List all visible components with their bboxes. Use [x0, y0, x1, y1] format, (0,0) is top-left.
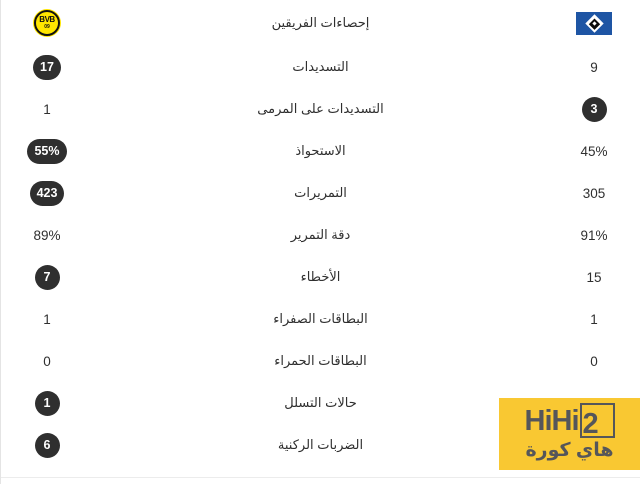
- stat-label: الاستحواذ: [295, 143, 346, 158]
- stat-label: التسديدات على المرمى: [257, 101, 384, 116]
- stat-value-highlighted: 423: [30, 181, 65, 206]
- home-value-cell: [1, 228, 93, 243]
- hsv-diamond-middle: [588, 17, 599, 28]
- bvb-ring: [34, 10, 60, 36]
- stat-label: حالات التسلل: [284, 395, 357, 410]
- home-team-logo-cell: [1, 9, 93, 37]
- stat-value-highlighted: 17: [33, 55, 61, 80]
- home-value-cell: [1, 433, 93, 458]
- stat-row: [1, 340, 640, 382]
- stat-label: الأخطاء: [300, 269, 341, 284]
- stat-row: [1, 130, 640, 172]
- bottom-divider: [1, 477, 640, 478]
- away-value-cell: [548, 60, 640, 75]
- stat-value-highlighted: 1: [35, 391, 60, 416]
- home-value-cell: [1, 55, 93, 80]
- stat-value-highlighted: 7: [35, 265, 60, 290]
- away-value-cell: [548, 270, 640, 285]
- hihi2-watermark: [499, 398, 640, 470]
- bvb-logo-text: BVB: [39, 15, 55, 24]
- home-value-cell: [1, 354, 93, 369]
- stat-row: [1, 172, 640, 214]
- stat-label: البطاقات الصفراء: [273, 311, 368, 326]
- away-value-cell: [548, 97, 640, 122]
- hihi2-square-frame: [580, 403, 615, 438]
- stat-row: [1, 256, 640, 298]
- away-value-cell: [548, 144, 640, 159]
- stat-value: 1: [43, 101, 51, 117]
- stat-label: البطاقات الحمراء: [274, 353, 367, 368]
- stat-value: 89%: [33, 227, 61, 243]
- stat-value: 1: [43, 311, 51, 327]
- home-value-cell: [1, 139, 93, 164]
- hsv-diamond-inner: [592, 21, 596, 25]
- stat-label: دقة التمرير: [290, 227, 351, 242]
- stat-label: الضربات الركنية: [277, 437, 364, 452]
- stat-row: [1, 214, 640, 256]
- stat-row: [1, 88, 640, 130]
- stat-value-highlighted: 55%: [27, 139, 66, 164]
- home-value-cell: [1, 391, 93, 416]
- stat-row: [1, 46, 640, 88]
- stat-value: 1: [590, 311, 598, 327]
- stat-value: 9: [590, 59, 598, 75]
- stat-label: التمريرات: [294, 185, 347, 200]
- stats-title: إحصاءات الفريقين: [271, 15, 370, 30]
- hihi2-logo: [524, 403, 615, 440]
- home-value-cell: [1, 312, 93, 327]
- stat-label: التسديدات: [292, 59, 349, 74]
- stat-row: [1, 298, 640, 340]
- stat-value: 45%: [580, 143, 608, 159]
- hsv-hamburg-logo-icon: [576, 12, 612, 35]
- away-value-cell: [548, 186, 640, 201]
- stat-value: 15: [586, 269, 602, 285]
- stat-value-highlighted: 3: [582, 97, 607, 122]
- away-value-cell: [548, 228, 640, 243]
- hihi2-arabic-text: هاي كورة: [525, 440, 614, 461]
- hihi2-digit: 2: [582, 408, 599, 440]
- away-value-cell: [548, 354, 640, 369]
- stats-header: [1, 0, 640, 46]
- home-value-cell: [1, 265, 93, 290]
- home-value-cell: [1, 181, 93, 206]
- hsv-diamond-outer: [585, 14, 603, 32]
- away-value-cell: [548, 312, 640, 327]
- stat-value: 0: [590, 353, 598, 369]
- stat-value: 91%: [580, 227, 608, 243]
- bvb-logo-subtext: 09: [44, 24, 50, 30]
- stat-value: 305: [582, 185, 606, 201]
- hihi2-latin-text: HiHi: [524, 405, 579, 437]
- home-value-cell: [1, 102, 93, 117]
- bvb-dortmund-logo-icon: [33, 9, 61, 37]
- stat-value: 0: [43, 353, 51, 369]
- stat-value-highlighted: 6: [35, 433, 60, 458]
- away-team-logo-cell: [548, 12, 640, 35]
